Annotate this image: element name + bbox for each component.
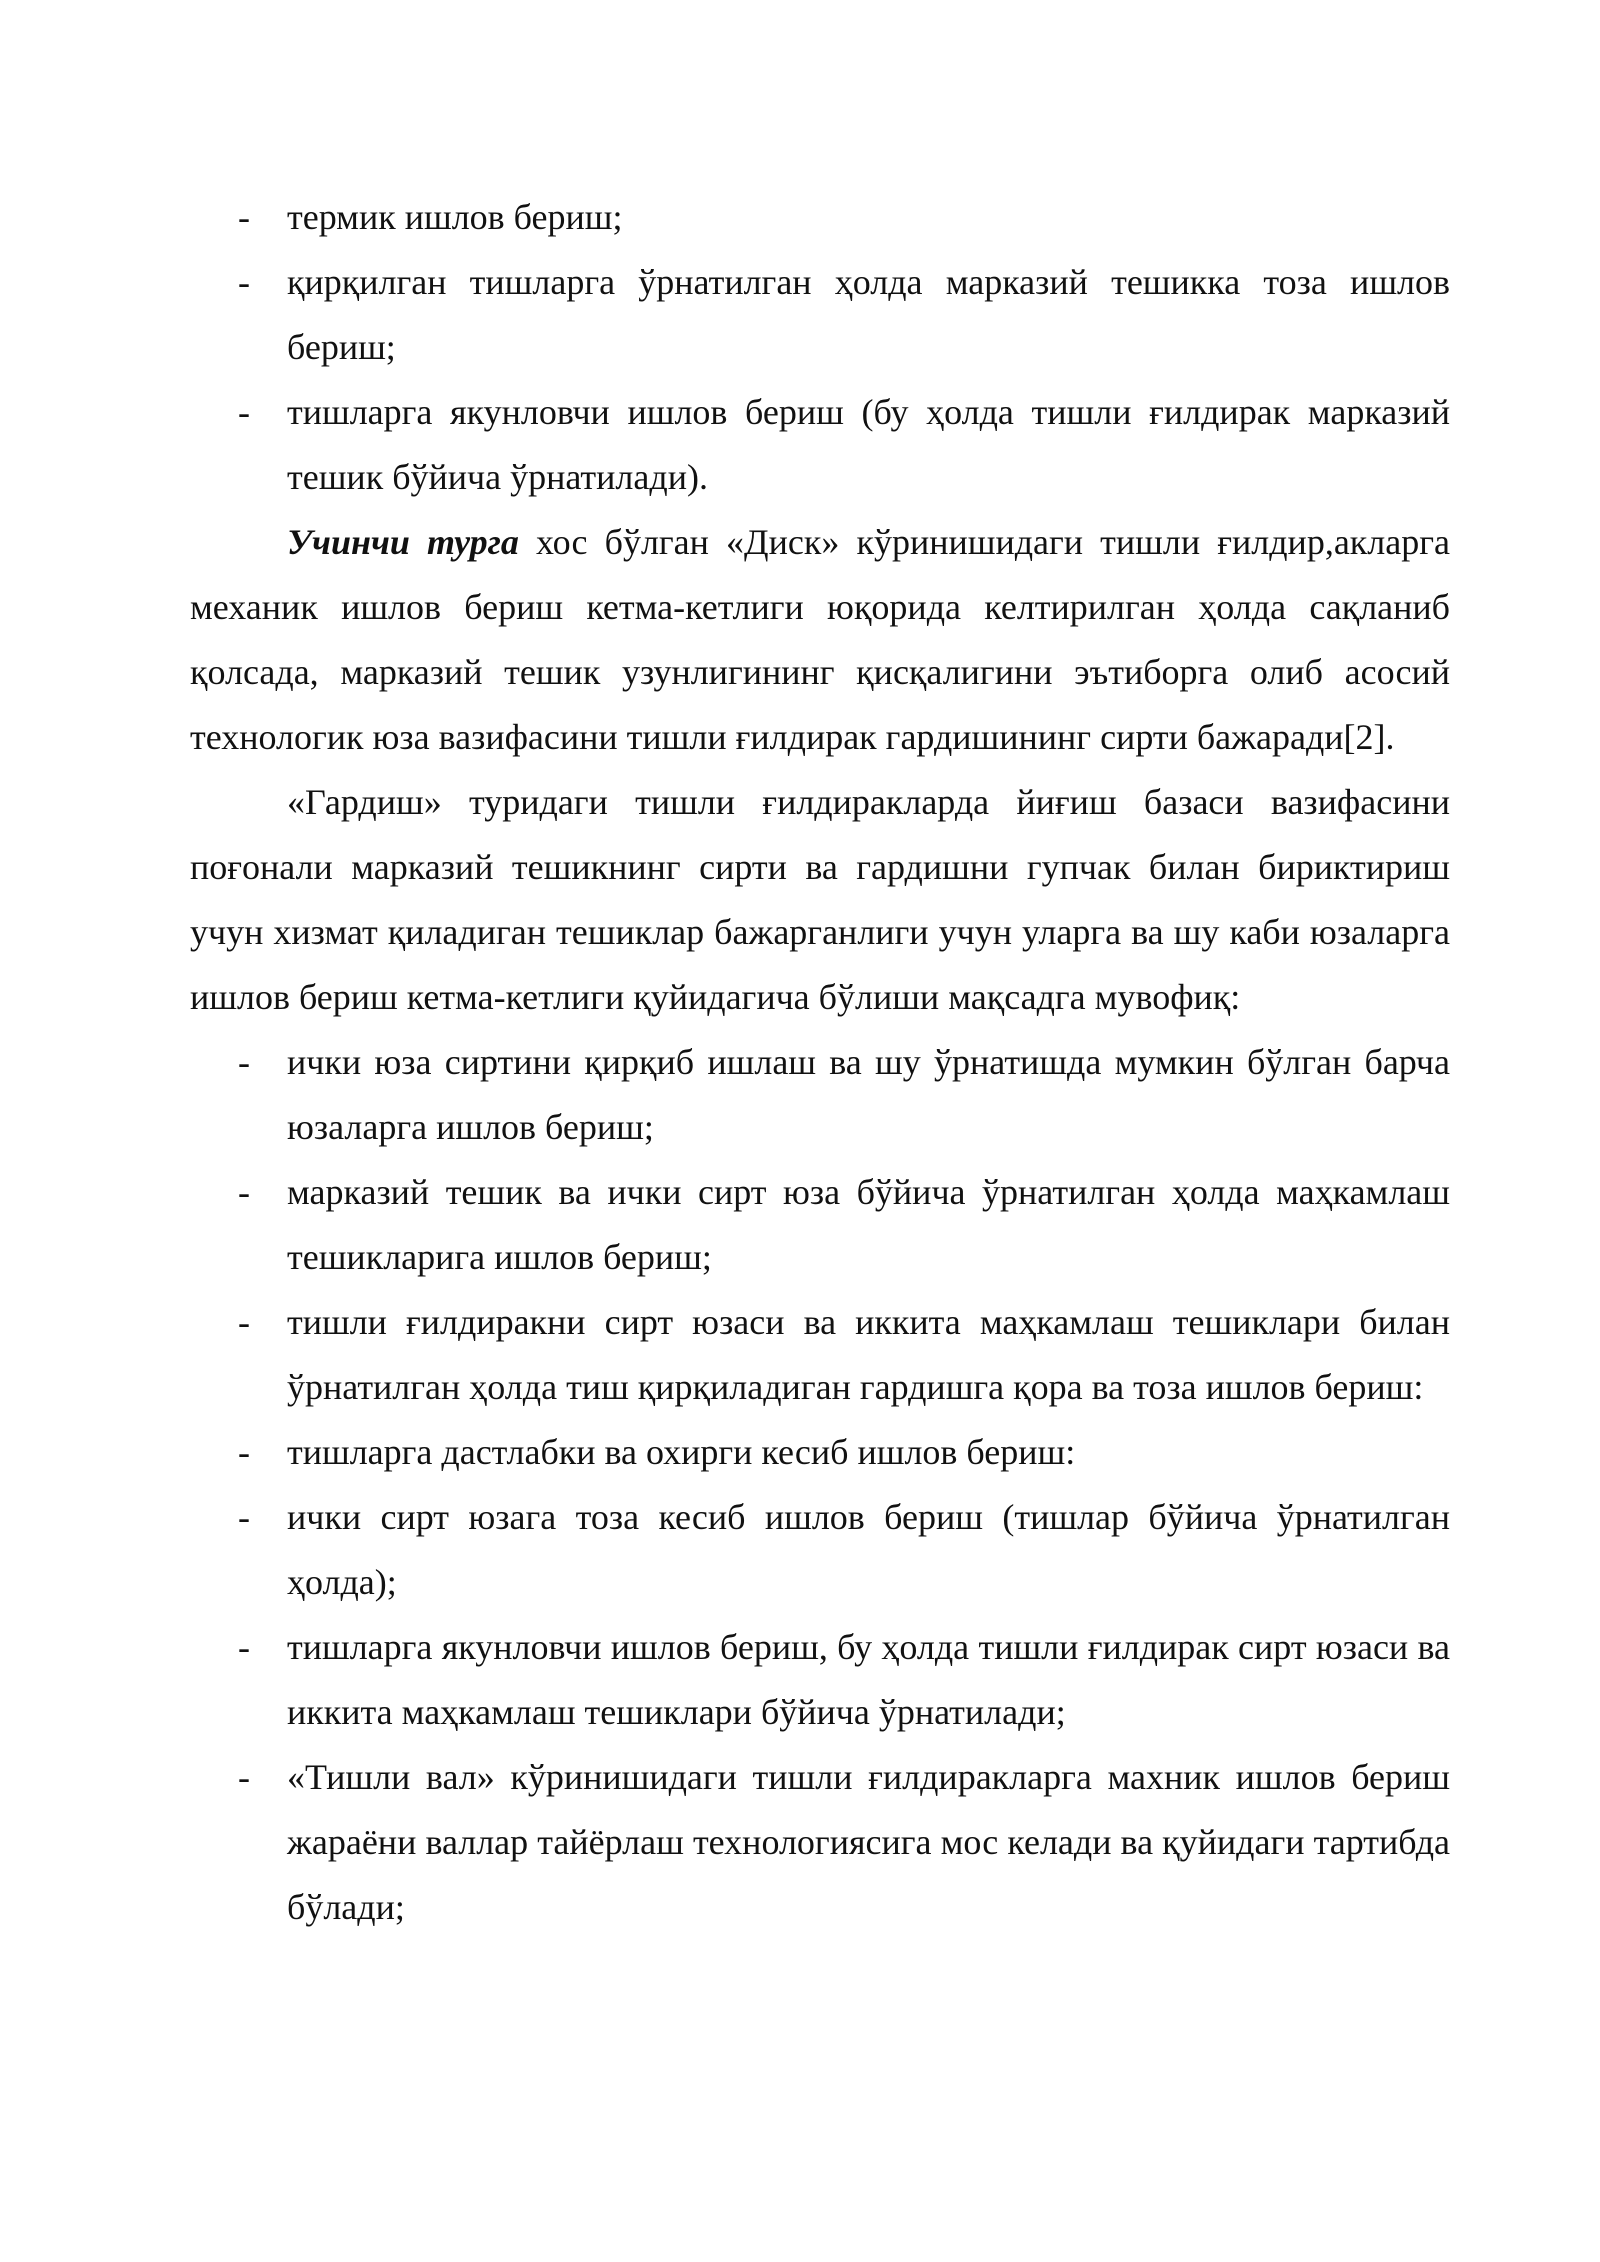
list-item-text: ички сирт юзага тоза кесиб ишлов бериш (тишлар бўйича ўрнатилган ҳолда); xyxy=(287,1497,1450,1602)
list-item-text: «Тишли вал» кўринишидаги тишли ғилдиракларга махник ишлов бериш жараёни валлар тайёрлаш технологиясига мос келади ва қуйидаги тартибда бўлади; xyxy=(287,1757,1450,1927)
list-item xyxy=(190,380,1450,510)
list-item xyxy=(190,1420,1450,1485)
list-item-text: ички юза сиртини қирқиб ишлаш ва шу ўрнатишда мумкин бўлган барча юзаларга ишлов бериш; xyxy=(287,1042,1450,1147)
paragraph-third-type xyxy=(190,510,1450,770)
bullet-dash: - xyxy=(238,1042,250,1082)
bullet-dash: - xyxy=(238,1172,250,1212)
bullet-dash: - xyxy=(238,1497,250,1537)
bullet-dash: - xyxy=(238,262,250,302)
list-item xyxy=(190,1615,1450,1745)
list-item-text: марказий тешик ва ички сирт юза бўйича ўрнатилган ҳолда маҳкамлаш тешикларига ишлов бериш; xyxy=(287,1172,1450,1277)
list-item xyxy=(190,1485,1450,1615)
list-item xyxy=(190,250,1450,380)
bottom-list xyxy=(190,1030,1450,1940)
bullet-dash: - xyxy=(238,1757,250,1797)
document-page xyxy=(190,185,1450,1940)
list-item xyxy=(190,1745,1450,1940)
paragraph-lead-term: Учинчи турга xyxy=(287,522,519,562)
bullet-dash: - xyxy=(238,1302,250,1342)
top-list xyxy=(190,185,1450,510)
list-item-text: тишларга дастлабки ва охирги кесиб ишлов бериш: xyxy=(287,1432,1076,1472)
bullet-dash: - xyxy=(238,392,250,432)
list-item xyxy=(190,1290,1450,1420)
list-item-text: тишларга якунловчи ишлов бериш (бу ҳолда тишли ғилдирак марказий тешик бўйича ўрнатилади). xyxy=(287,392,1450,497)
list-item-text: термик ишлов бериш; xyxy=(287,197,623,237)
list-item-text: қирқилган тишларга ўрнатилган ҳолда марказий тешикка тоза ишлов бериш; xyxy=(287,262,1450,367)
bullet-dash: - xyxy=(238,1432,250,1472)
paragraph-text: хос бўлган «Диск» кўринишидаги тишли ғилдир,акларга механик ишлов бериш кетма-кетлиги юқорида келтирилган ҳолда сақланиб қолсада, марказий тешик узунлигининг қисқалигини эътиборга олиб асосий технологик юза вазифасини тишли ғилдирак гардишининг сирти бажаради[2]. xyxy=(190,522,1450,757)
bullet-dash: - xyxy=(238,1627,250,1667)
list-item-text: тишли ғилдиракни сирт юзаси ва иккита маҳкамлаш тешиклари билан ўрнатилган ҳолда тиш қирқиладиган гардишга қора ва тоза ишлов бериш: xyxy=(287,1302,1450,1407)
bullet-dash: - xyxy=(238,197,250,237)
list-item xyxy=(190,1030,1450,1160)
paragraph-flange-type: «Гардиш» туридаги тишли ғилдиракларда йиғиш базаси вазифасини поғонали марказий тешикнинг сирти ва гардишни гупчак билан бириктириш учун хизмат қиладиган тешиклар бажарганлиги учун уларга ва шу каби юзаларга ишлов бериш кетма-кетлиги қуйидагича бўлиши мақсадга мувофиқ: xyxy=(190,782,1450,1017)
list-item-text: тишларга якунловчи ишлов бериш, бу ҳолда тишли ғилдирак сирт юзаси ва иккита маҳкамлаш тешиклари бўйича ўрнатилади; xyxy=(287,1627,1450,1732)
list-item xyxy=(190,1160,1450,1290)
list-item xyxy=(190,185,1450,250)
